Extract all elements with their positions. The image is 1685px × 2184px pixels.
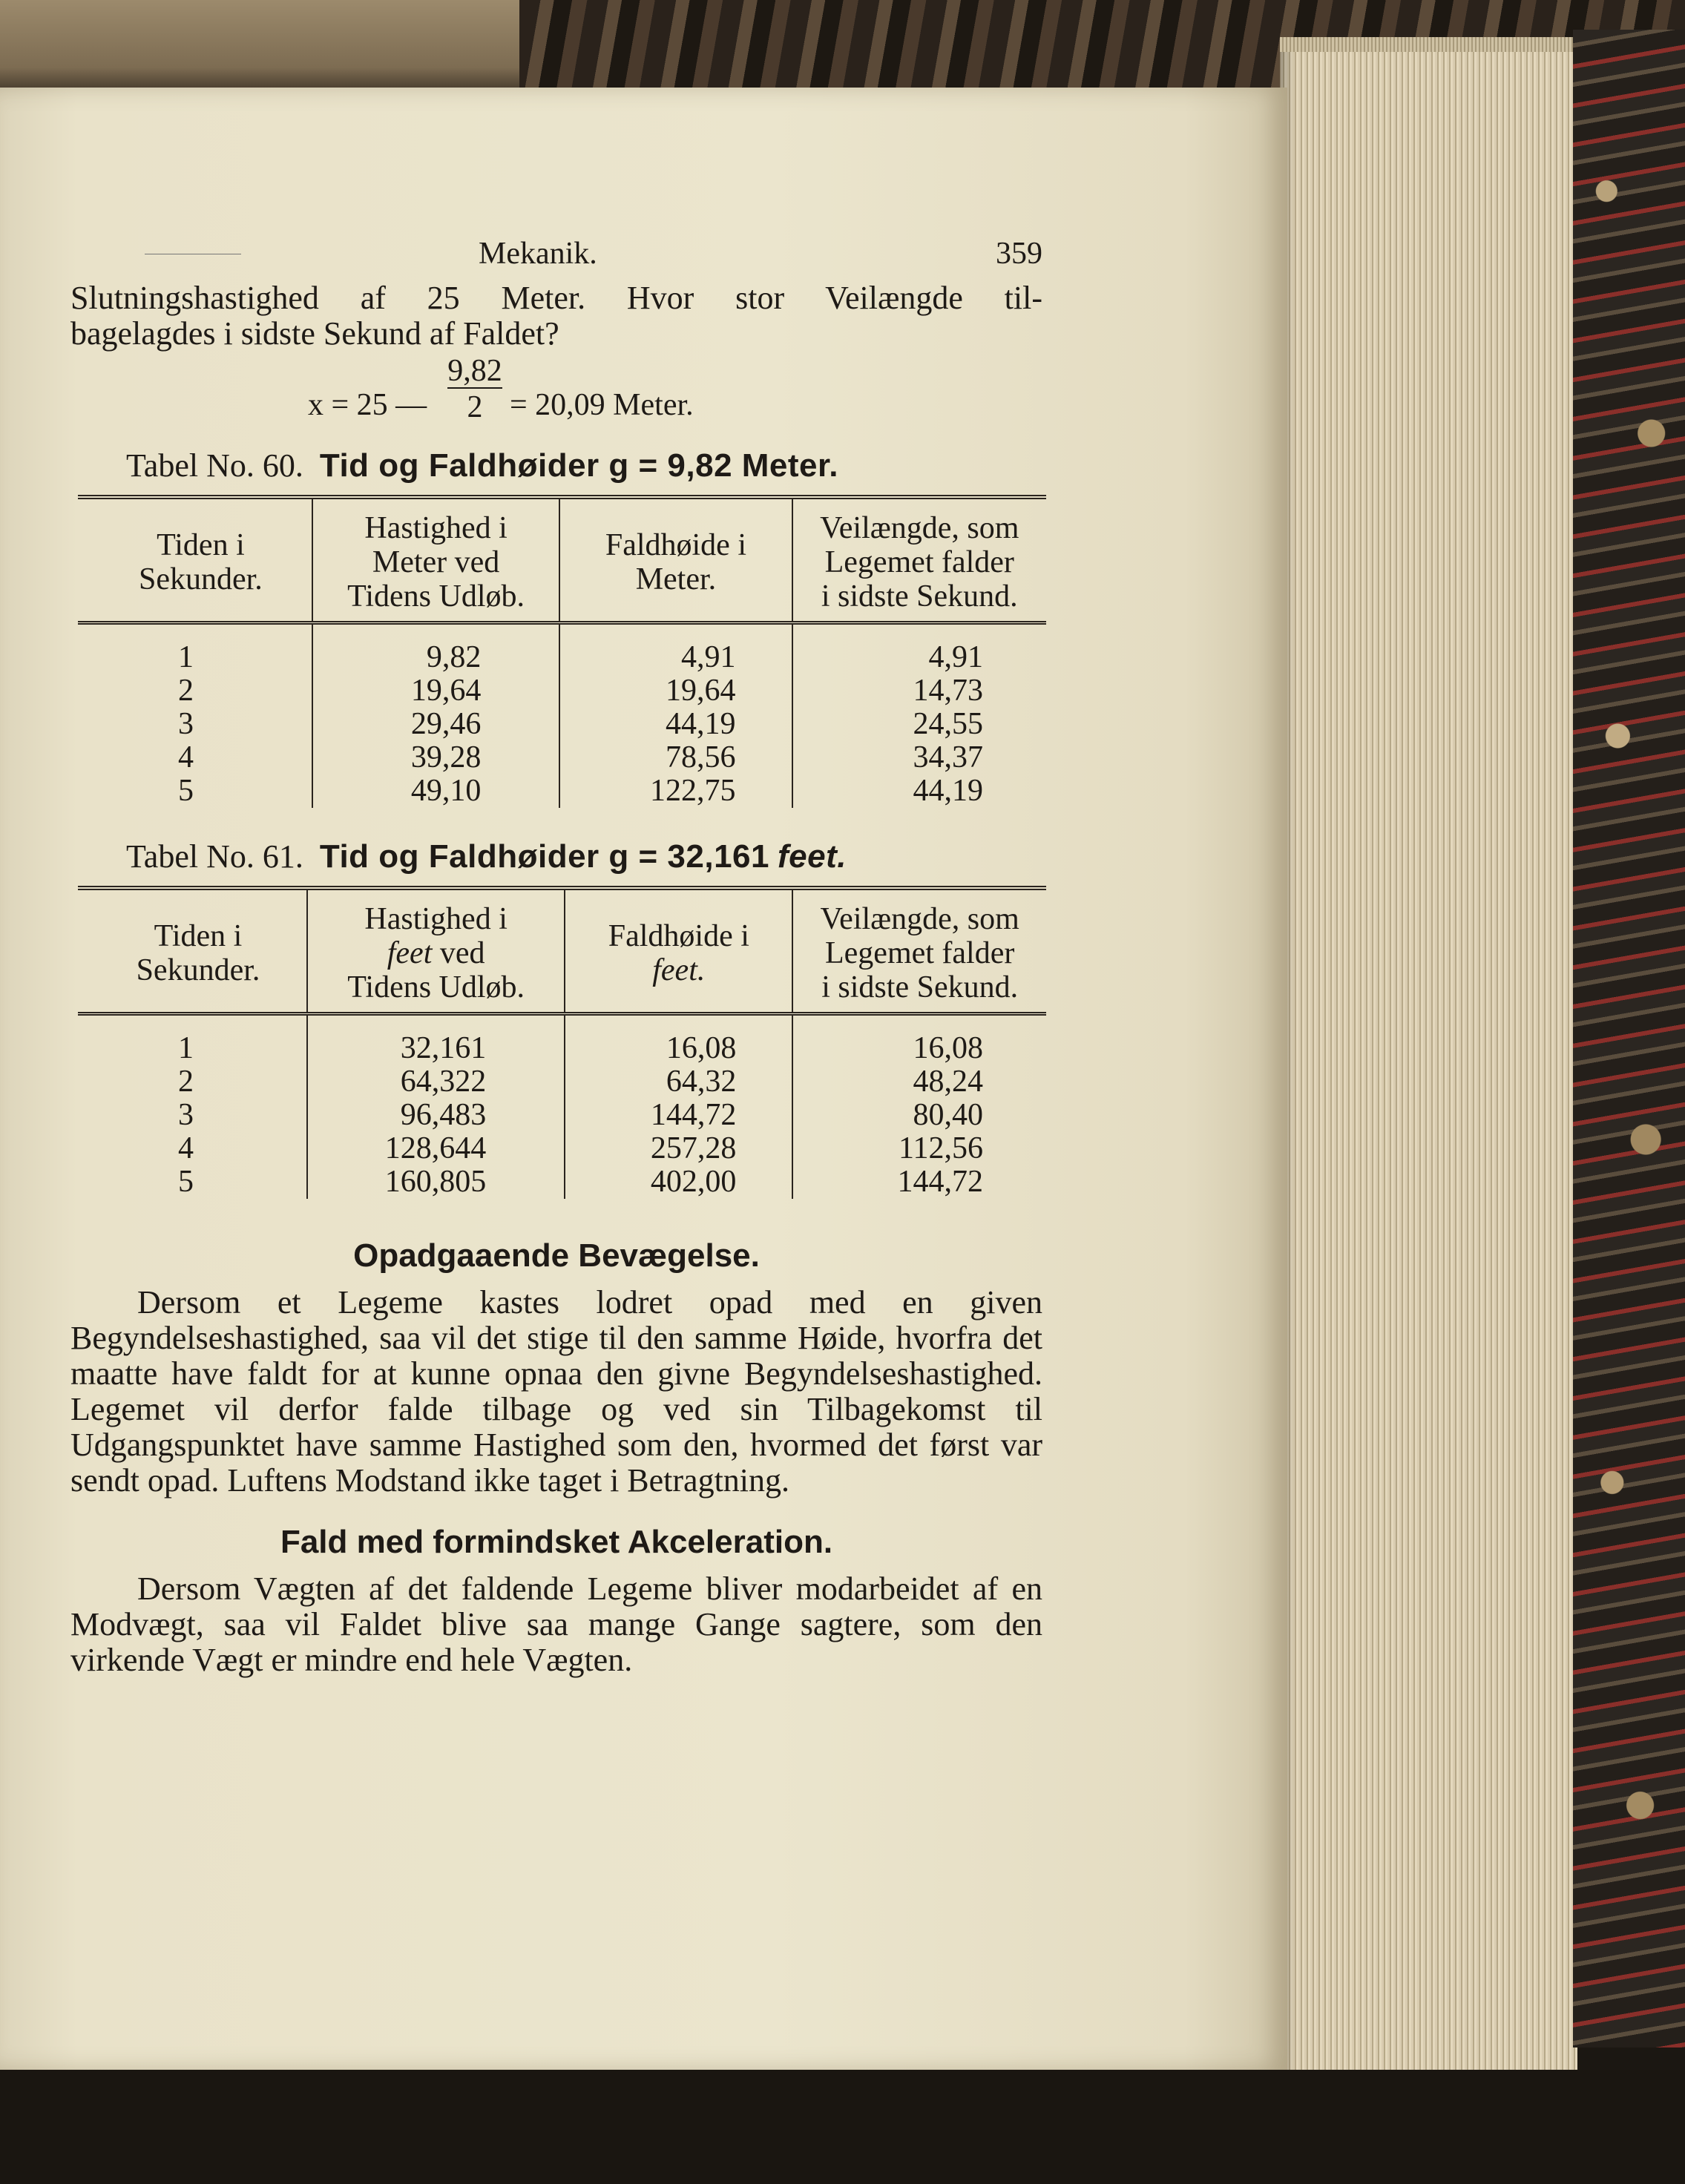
- table-cell: 1: [178, 1031, 194, 1065]
- header-line: Sekunder.: [136, 953, 260, 987]
- intro-line-2: bagelagdes i sidste Sekund af Faldet?: [70, 315, 559, 352]
- table-cell: 34,37: [792, 741, 1047, 774]
- table-cell: 5: [178, 774, 194, 808]
- running-title: Mekanik.: [479, 237, 597, 271]
- book-page: [0, 88, 1287, 2070]
- table-cell: 96,483: [307, 1099, 565, 1132]
- table-61-title-unit: feet.: [777, 838, 847, 875]
- table-cell: 78,56: [559, 741, 792, 774]
- table-cell: 24,55: [792, 708, 1047, 741]
- table-cell: 32,161: [307, 1014, 565, 1066]
- table-cell: 1: [178, 640, 194, 674]
- table-cell: 64,32: [565, 1065, 792, 1099]
- table-60-title: Tid og Faldhøider g = 9,82 Meter.: [319, 447, 838, 484]
- running-header: [70, 236, 1042, 280]
- header-line: Legemet falder: [825, 936, 1015, 970]
- section-2-text: Dersom Vægten af det faldende Legeme bliver modarbeidet af en Modvægt, saa vil Faldet blive saa mange Gange sagtere, som den virkende Vægt er mindre end hele Vægten.: [70, 1570, 1042, 1678]
- table-row: [78, 774, 1046, 808]
- table-61-header-velocity: [307, 888, 565, 1014]
- table-cell: 19,64: [312, 674, 560, 708]
- table-row: [78, 1065, 1046, 1099]
- table-61-caption: [126, 838, 1042, 875]
- section-reduced-acceleration-paragraph: [70, 1571, 1042, 1678]
- table-cell: 80,40: [792, 1099, 1046, 1132]
- table-60-header-height: [559, 497, 792, 623]
- table-60-header-velocity: [312, 497, 560, 623]
- header-unit: feet: [387, 936, 433, 970]
- table-cell: 29,46: [312, 708, 560, 741]
- header-line: Veilængde, som: [820, 902, 1019, 936]
- table-cell: 4,91: [792, 623, 1047, 675]
- table-cell: 48,24: [792, 1065, 1046, 1099]
- header-line: Tidens Udløb.: [347, 970, 525, 1004]
- header-line: Veilængde, som: [820, 511, 1019, 545]
- table-row: [78, 1132, 1046, 1165]
- header-unit: feet.: [652, 953, 706, 987]
- header-line: Meter.: [635, 562, 717, 596]
- formula: [70, 352, 1042, 433]
- header-line: Hastighed i: [364, 511, 508, 545]
- table-cell: 4: [178, 1131, 194, 1165]
- header-line: ved: [439, 936, 485, 970]
- section-title-reduced-acceleration: Fald med formindsket Akceleration.: [280, 1524, 833, 1560]
- formula-rhs: = 20,09 Meter.: [510, 388, 694, 422]
- table-cell: 122,75: [559, 774, 792, 808]
- background-bottom: [0, 2070, 1685, 2184]
- table-row: [78, 1014, 1046, 1066]
- header-line: Faldhøide i: [608, 919, 749, 953]
- table-row: [78, 741, 1046, 774]
- header-line: Tidens Udløb.: [347, 579, 525, 614]
- table-row: [78, 674, 1046, 708]
- header-line: Tiden i: [157, 528, 245, 562]
- table-61-header-time: [78, 888, 307, 1014]
- table-60-header-time: [78, 497, 312, 623]
- table-cell: 44,19: [559, 708, 792, 741]
- intro-line-1: Slutningshastighed af 25 Meter. Hvor stor Veilængde til-: [70, 280, 1042, 316]
- section-title-upward-motion: Opadgaaende Bevægelse.: [353, 1237, 760, 1274]
- table-cell: 112,56: [792, 1132, 1046, 1165]
- table-60-label: Tabel No. 60.: [126, 447, 303, 484]
- header-line: Legemet falder: [824, 545, 1014, 579]
- table-cell: 64,322: [307, 1065, 565, 1099]
- table-cell: 2: [178, 1065, 194, 1099]
- table-60-header-distance: [792, 497, 1047, 623]
- marbled-cover-edge: [1573, 30, 1685, 2048]
- table-cell: 3: [178, 1098, 194, 1132]
- table-cell: 144,72: [792, 1165, 1046, 1199]
- table-61-label: Tabel No. 61.: [126, 838, 303, 875]
- table-60-caption: [126, 447, 1042, 484]
- table-cell: 2: [178, 674, 194, 708]
- table-cell: 16,08: [792, 1014, 1046, 1066]
- header-line: Tiden i: [154, 919, 243, 953]
- formula-denominator: 2: [467, 390, 483, 424]
- header-line: i sidste Sekund.: [821, 579, 1018, 614]
- section-upward-motion-paragraph: [70, 1285, 1042, 1499]
- table-row: [78, 1165, 1046, 1199]
- page-content: [70, 236, 1042, 1678]
- formula-numerator: 9,82: [447, 354, 502, 388]
- page-block-edges: [1280, 52, 1577, 2070]
- header-line: i sidste Sekund.: [821, 970, 1019, 1004]
- table-cell: 5: [178, 1165, 194, 1199]
- table-61: [78, 886, 1046, 1199]
- table-cell: 402,00: [565, 1165, 792, 1199]
- table-row: [78, 708, 1046, 741]
- table-cell: 3: [178, 707, 194, 741]
- table-cell: 128,644: [307, 1132, 565, 1165]
- table-cell: 9,82: [312, 623, 560, 675]
- table-cell: 144,72: [565, 1099, 792, 1132]
- section-1-text: Dersom et Legeme kastes lodret opad med en given Begyndelseshastighed, saa vil det stige til den samme Høide, hvorfra det maatte have faldt for at kunne opnaa den givne Begyndelseshastighed. Legemet vil derfor falde tilbage og ved sin Tilbagekomst til Udgangspunktet have samme Hastighed som den, hvormed det først var sendt opad. Luftens Modstand ikke taget i Betragtning.: [70, 1284, 1042, 1499]
- formula-fraction: [447, 355, 502, 426]
- table-61-title: Tid og Faldhøider g = 32,161: [319, 838, 769, 875]
- formula-lhs: x = 25 —: [308, 388, 427, 422]
- table-cell: 257,28: [565, 1132, 792, 1165]
- header-line: Hastighed i: [364, 902, 508, 936]
- table-row: [78, 1099, 1046, 1132]
- header-line: Sekunder.: [139, 562, 263, 596]
- table-cell: 16,08: [565, 1014, 792, 1066]
- header-line: Faldhøide i: [605, 528, 746, 562]
- table-cell: 39,28: [312, 741, 560, 774]
- table-60: [78, 495, 1046, 808]
- table-cell: 4: [178, 740, 194, 774]
- table-61-header-distance: [792, 888, 1046, 1014]
- table-cell: 160,805: [307, 1165, 565, 1199]
- table-cell: 44,19: [792, 774, 1047, 808]
- table-cell: 4,91: [559, 623, 792, 675]
- table-cell: 14,73: [792, 674, 1047, 708]
- table-cell: 19,64: [559, 674, 792, 708]
- intro-paragraph: [70, 280, 1042, 352]
- header-line: Meter ved: [372, 545, 500, 579]
- page-number: 359: [996, 237, 1042, 271]
- table-61-header-height: [565, 888, 792, 1014]
- table-cell: 49,10: [312, 774, 560, 808]
- table-row: [78, 623, 1046, 675]
